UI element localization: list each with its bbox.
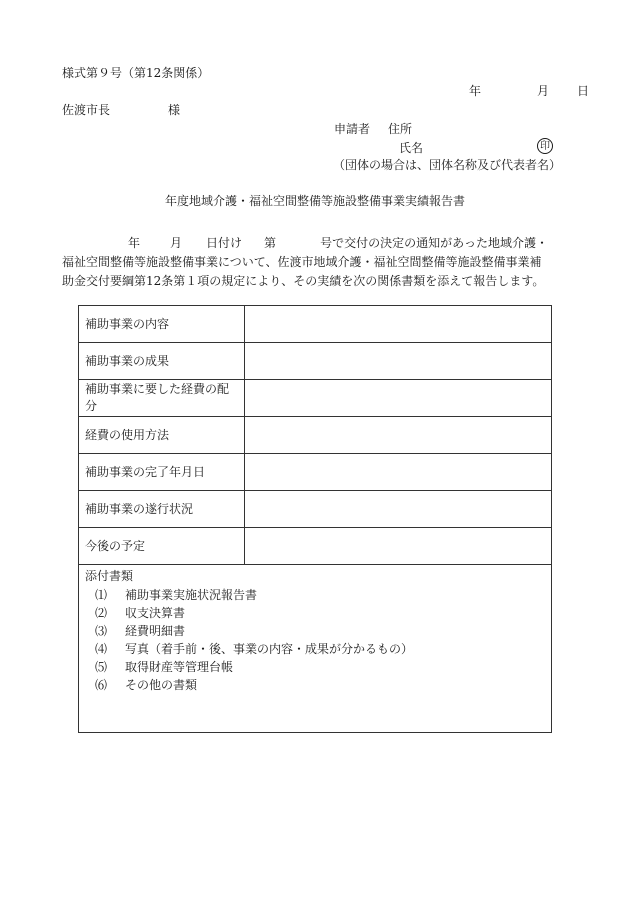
body-paragraph: [62, 234, 562, 291]
attachment-number: ⑷: [95, 642, 108, 656]
table-row: [79, 491, 552, 528]
table-row: [79, 417, 552, 454]
row-label: 補助事業の遂行状況: [79, 491, 245, 528]
attachment-number: ⑵: [95, 606, 108, 620]
row-label: 補助事業に要した経費の配分: [79, 380, 245, 417]
body-line-3: 助金交付要綱第12条第１項の規定により、その実績を次の関係書類を添えて報告します。: [62, 274, 545, 288]
row-value-field[interactable]: [244, 306, 551, 343]
addressee-mayor: 佐渡市長: [62, 103, 111, 117]
body-number-prefix: 第: [264, 236, 277, 250]
attachment-number: ⑶: [95, 624, 108, 638]
report-table: [78, 305, 552, 733]
list-item: [85, 640, 545, 658]
list-item: [85, 622, 545, 640]
row-value-field[interactable]: [244, 343, 551, 380]
table-row: [79, 528, 552, 565]
body-dated: 日付け: [206, 236, 243, 250]
body-month: 月: [170, 236, 183, 250]
attachments-title: 添付書類: [85, 569, 134, 583]
attachments-list: [85, 586, 545, 694]
body-line1-rest: 号で交付の決定の通知があった地域介護・: [320, 236, 548, 250]
group-note: （団体の場合は、団体名称及び代表者名）: [333, 158, 562, 172]
body-year: 年: [128, 236, 141, 250]
attachment-number: ⑹: [95, 678, 108, 692]
attachments-row: [79, 565, 552, 733]
row-value-field[interactable]: [244, 417, 551, 454]
row-label: 経費の使用方法: [79, 417, 245, 454]
row-value-field[interactable]: [244, 380, 551, 417]
row-label: 補助事業の成果: [79, 343, 245, 380]
list-item: [85, 604, 545, 622]
seal-mark: 印: [537, 138, 553, 154]
date-month: 月: [537, 84, 550, 98]
name-label: 氏名: [399, 141, 424, 155]
table-row: [79, 306, 552, 343]
list-item: [85, 658, 545, 676]
attachment-number: ⑴: [95, 588, 108, 602]
body-line-2: 福祉空間整備等施設整備事業について、佐渡市地域介護・福祉空間整備等施設整備事業補: [62, 255, 542, 269]
attachment-text: 補助事業実施状況報告書: [125, 588, 258, 602]
list-item: [85, 586, 545, 604]
applicant-label: 申請者: [334, 122, 371, 136]
attachment-text: 収支決算書: [125, 606, 186, 620]
table-row: [79, 380, 552, 417]
attachments-cell: [79, 565, 552, 733]
attachment-text: 取得財産等管理台帳: [125, 660, 234, 674]
table-row: [79, 343, 552, 380]
date-day: 日: [577, 84, 590, 98]
row-label: 補助事業の完了年月日: [79, 454, 245, 491]
row-value-field[interactable]: [244, 491, 551, 528]
date-line: [469, 83, 589, 99]
addressee-honorific: 様: [168, 103, 181, 117]
row-value-field[interactable]: [244, 454, 551, 491]
row-label: 補助事業の内容: [79, 306, 245, 343]
list-item: [85, 676, 545, 694]
attachment-text: 写真（着手前・後、事業の内容・成果が分かるもの）: [125, 642, 414, 656]
address-label: 住所: [388, 122, 413, 136]
row-label: 今後の予定: [79, 528, 245, 565]
body-line-1: [62, 234, 562, 253]
date-year: 年: [469, 84, 482, 98]
table-row: [79, 454, 552, 491]
form-number: 様式第９号（第12条関係）: [62, 66, 210, 80]
attachment-text: 経費明細書: [125, 624, 186, 638]
addressee: [62, 102, 180, 118]
attachment-number: ⑸: [95, 660, 108, 674]
attachment-text: その他の書類: [125, 678, 198, 692]
document-title: 年度地域介護・福祉空間整備等施設整備事業実績報告書: [164, 194, 465, 208]
row-value-field[interactable]: [244, 528, 551, 565]
